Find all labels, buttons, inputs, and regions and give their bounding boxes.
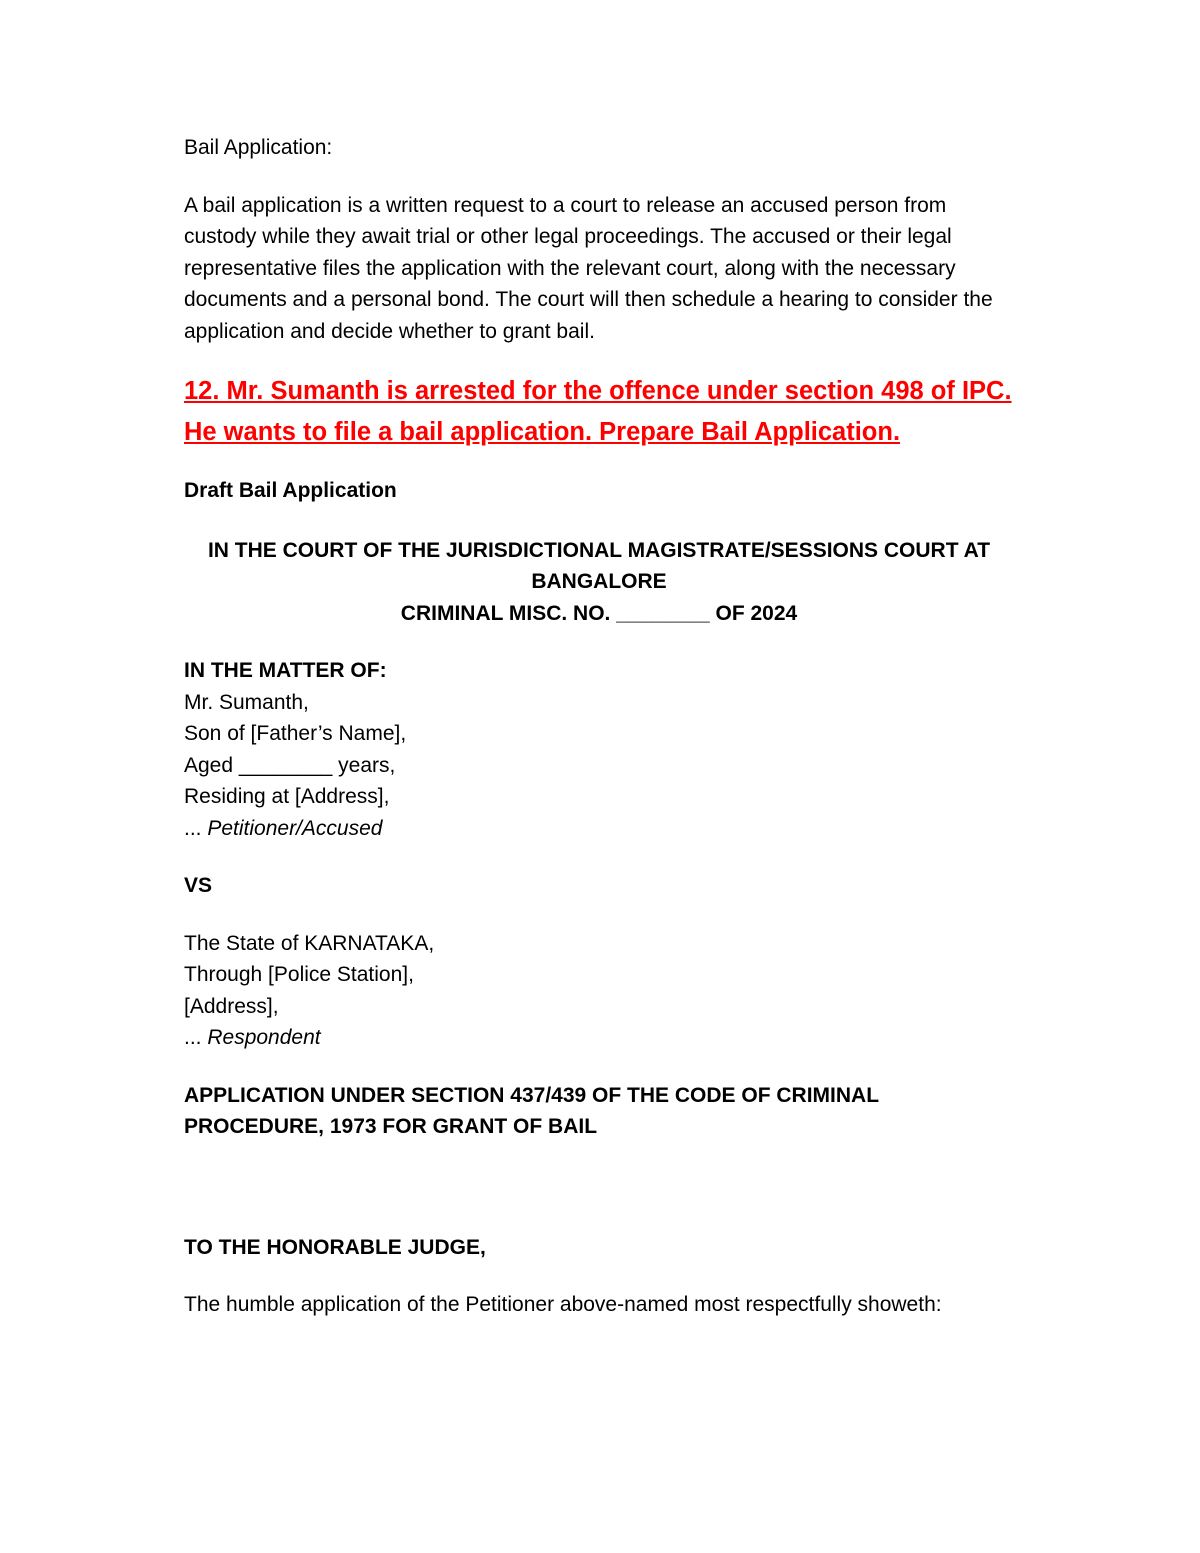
court-header	[184, 535, 1014, 630]
petitioner-block	[184, 655, 1014, 844]
case-number: CRIMINAL MISC. NO. ________ OF 2024	[400, 601, 798, 625]
respondent-role-line	[184, 1022, 1014, 1054]
salutation: TO THE HONORABLE JUDGE,	[184, 1235, 486, 1259]
petitioner-name: Mr. Sumanth,	[184, 690, 309, 714]
matter-heading: IN THE MATTER OF:	[184, 659, 387, 682]
intro-paragraph: A bail application is a written request to a court to release an accused person from custody while they await trial or other legal proceedings. The accused or their legal representative files the application with the relevant court, along with the necessary documents and a personal bond. The court will then schedule a hearing to consider the application and decide whether to grant bail.	[184, 193, 993, 343]
respondent-state: The State of KARNATAKA,	[184, 931, 435, 955]
court-name: IN THE COURT OF THE JURISDICTIONAL MAGISTRATE/SESSIONS COURT AT BANGALORE	[207, 538, 991, 593]
humble-application-text: The humble application of the Petitioner above-named most respectfully showeth:	[184, 1293, 942, 1316]
petitioner-role: Petitioner/Accused	[207, 816, 383, 840]
respondent-address: [Address],	[184, 994, 279, 1018]
petitioner-address: Residing at [Address],	[184, 785, 390, 808]
petitioner-role-prefix: ...	[184, 816, 208, 840]
petitioner-role-line	[184, 813, 1014, 845]
document-heading: Bail Application:	[184, 136, 333, 159]
petitioner-age: Aged ________ years,	[184, 753, 396, 777]
respondent-role: Respondent	[207, 1026, 321, 1049]
respondent-role-prefix: ...	[184, 1026, 208, 1049]
draft-heading: Draft Bail Application	[184, 479, 397, 502]
document-body	[184, 132, 1014, 1321]
versus-label: VS	[184, 874, 213, 897]
application-title: APPLICATION UNDER SECTION 437/439 OF THE CODE OF CRIMINAL PROCEDURE, 1973 FOR GRANT OF BAIL	[184, 1083, 879, 1138]
question-text: 12. Mr. Sumanth is arrested for the offence under section 498 of IPC. He wants to file a bail application. Prepare Bail Application.	[184, 377, 1012, 446]
petitioner-father: Son of [Father’s Name],	[184, 722, 407, 745]
respondent-block	[184, 928, 1014, 1054]
respondent-through: Through [Police Station],	[184, 963, 414, 986]
